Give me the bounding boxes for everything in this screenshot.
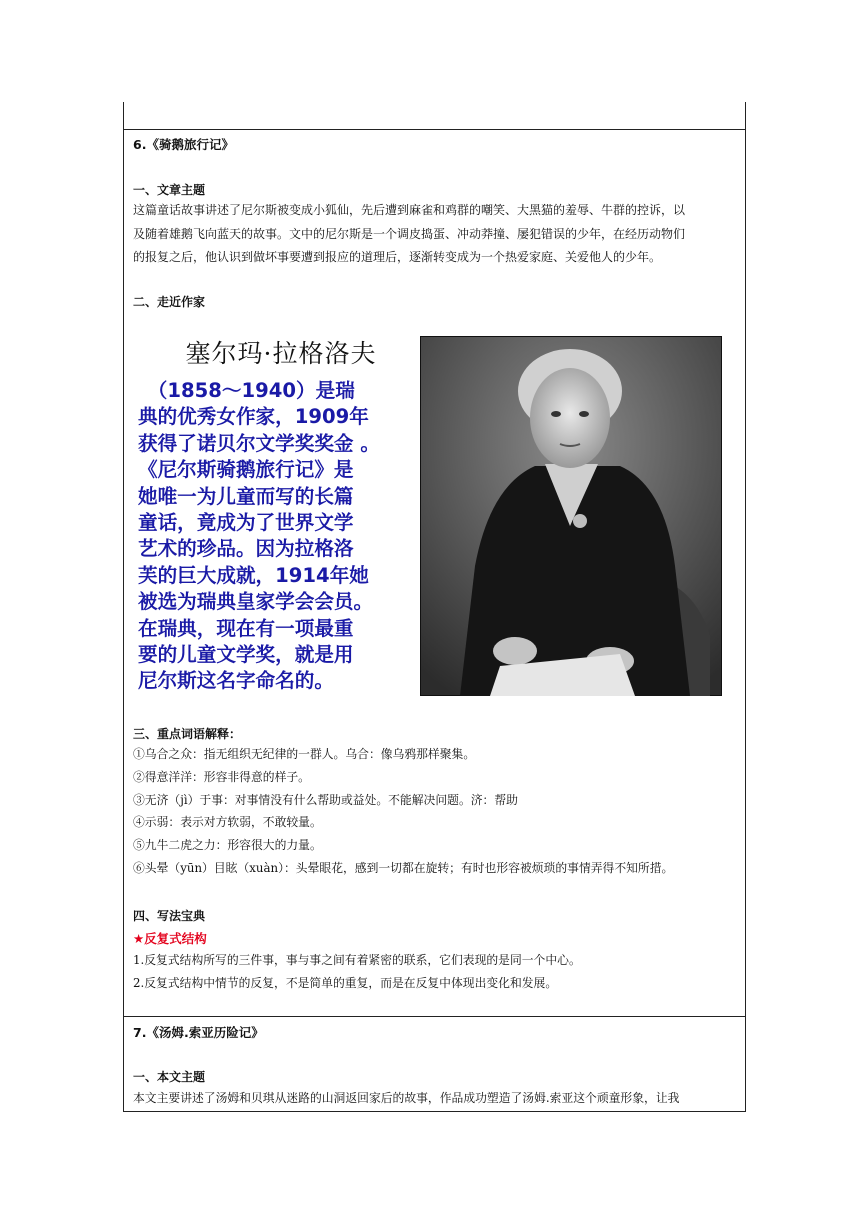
writing-point: 1.反复式结构所写的三件事，事与事之间有着紧密的联系，它们表现的是同一个中心。 — [133, 953, 581, 967]
section6-title: 6.《骑鹅旅行记》 — [133, 137, 234, 152]
writing-point: 2.反复式结构中情节的反复，不是简单的重复，而是在反复中体现出变化和发展。 — [133, 975, 558, 990]
author-bio-line: 典的优秀女作家，1909年 — [138, 405, 369, 429]
vocab-item: ⑥头晕（yūn）目眩（xuàn）：头晕眼花，感到一切都在旋转；有时也形容被烦琐的事情弄得不知所措。 — [133, 860, 674, 875]
author-bio-line: 她唯一为儿童而写的长篇 — [138, 484, 354, 508]
row-divider — [124, 129, 745, 130]
theme-line: 这篇童话故事讲述了尼尔斯被变成小狐仙，先后遭到麻雀和鸡群的嘲笑、大黑猫的羞辱、牛群的控诉，以 — [133, 203, 686, 217]
author-bio-line: 《尼尔斯骑鹅旅行记》是 — [138, 458, 354, 482]
table-bottom-border — [124, 1111, 745, 1112]
vocab-item: ④示弱：表示对方软弱，不敢较量。 — [133, 815, 322, 830]
writing-points — [133, 949, 737, 995]
vocab-list — [133, 743, 737, 880]
vocab-item: ③无济（jì）于事：对事情没有什么帮助或益处。不能解决问题。济：帮助 — [133, 792, 518, 807]
author-bio — [138, 378, 418, 695]
theme-line: 的报复之后，他认识到做坏事要遭到报应的道理后，逐渐转变成为一个热爱家庭、关爱他人的少年。 — [133, 250, 662, 264]
section6-theme-paragraph — [133, 199, 737, 270]
author-name: 塞尔玛·拉格洛夫 — [185, 339, 377, 368]
author-bio-line: 获得了诺贝尔文学奖奖金 。 — [138, 431, 380, 455]
author-bio-line: 艺术的珍品。因为拉格洛 — [138, 537, 354, 561]
vocab-item: ②得意洋洋：形容非得意的样子。 — [133, 769, 310, 784]
author-bio-line: 被选为瑞典皇家学会会员。 — [138, 590, 374, 614]
author-bio-line: 在瑞典，现在有一项最重 — [138, 616, 354, 640]
author-bio-line: 尼尔斯这名字命名的。 — [138, 669, 334, 693]
vocab-item: ⑤九牛二虎之力：形容很大的力量。 — [133, 838, 322, 853]
author-intro-slide — [138, 334, 418, 695]
vocab-item: ①乌合之众：指无组织无纪律的一群人。乌合：像乌鸦那样聚集。 — [133, 747, 476, 761]
row-divider — [124, 1016, 745, 1017]
section6-writing-heading: 四、写法宝典 — [133, 909, 206, 923]
writing-structure-subheading: ★反复式结构 — [133, 931, 207, 946]
author-bio-line: 要的儿童文学奖，就是用 — [138, 643, 354, 667]
author-bio-line: 童话，竟成为了世界文学 — [138, 511, 354, 535]
section7-theme-heading: 一、本文主题 — [133, 1070, 206, 1084]
section6-author-heading: 二、走近作家 — [133, 295, 206, 309]
author-bio-line: （1858～1940）是瑞 — [138, 379, 355, 402]
author-bio-line: 芙的巨大成就，1914年她 — [138, 563, 369, 587]
section7-theme-line: 本文主要讲述了汤姆和贝琪从迷路的山洞返回家后的故事，作品成功塑造了汤姆.索亚这个顽童形象，让我 — [133, 1091, 680, 1105]
section7-title: 7.《汤姆.索亚历险记》 — [133, 1025, 264, 1040]
theme-line: 及随着雄鹅飞向蓝天的故事。文中的尼尔斯是一个调皮捣蛋、冲动莽撞、屡犯错误的少年，在经历动物们 — [133, 226, 686, 241]
author-portrait-photo — [420, 336, 722, 696]
section6-vocab-heading: 三、重点词语解释： — [133, 727, 242, 741]
content-table — [123, 102, 746, 1112]
section6-theme-heading: 一、文章主题 — [133, 183, 206, 197]
